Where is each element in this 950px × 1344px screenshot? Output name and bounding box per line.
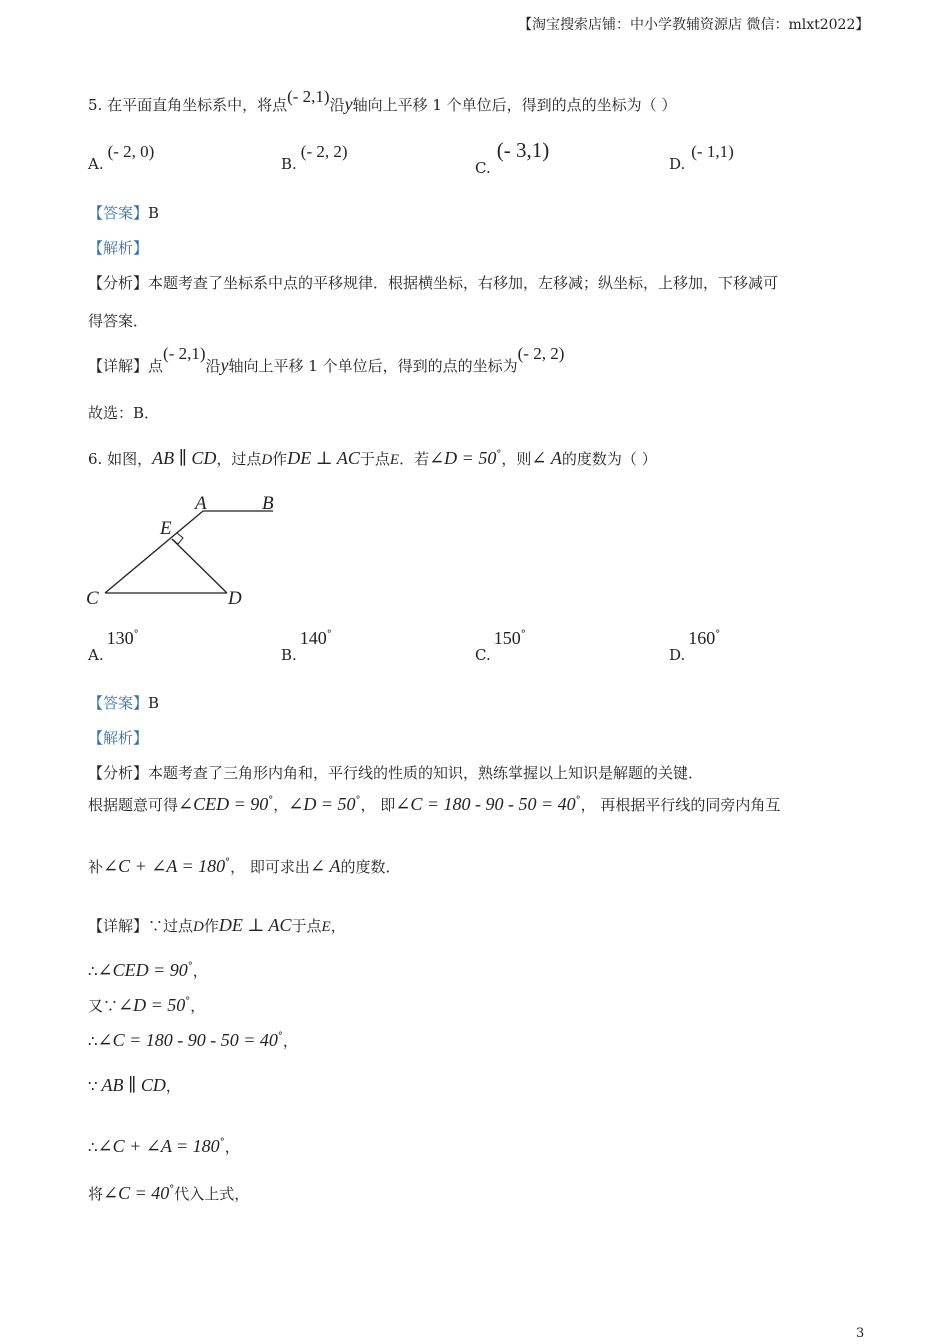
q5-option-a: A.(- 2, 0): [88, 142, 155, 173]
step-5: ∴∠C + ∠A = 180°，: [88, 1136, 240, 1156]
q5-point: (- 2,1): [287, 87, 330, 106]
label-c: C: [86, 588, 99, 609]
step-1: ∴∠CED = 90°，: [88, 960, 208, 980]
q5-option-c: C.(- 3,1): [475, 138, 550, 177]
q5-option-d: D.(- 1,1): [669, 142, 734, 173]
label-a: A: [195, 493, 207, 514]
q5-analysis-2: 得答案．: [88, 312, 149, 330]
q6-option-a: A.130°: [88, 628, 139, 664]
q6-analysis-1: 【分析】本题考查了三角形内角和，平行线的性质的知识，熟练掌握以上知识是解题的关键．: [88, 764, 704, 782]
label-e: E: [160, 518, 172, 539]
step-6: 将∠C = 40°代入上式，: [88, 1183, 250, 1203]
q6-detail: 【详解】∵过点D作DE ⊥ AC于点E，: [88, 915, 346, 935]
segment-de: [172, 539, 227, 593]
q5-detail: 【详解】点(- 2,1)沿y轴向上平移 1 个单位后，得到的点的坐标为(- 2, 2): [88, 344, 565, 375]
q5-stem: 5. 在平面直角坐标系中，将点(- 2,1)沿y轴向上平移 1 个单位后，得到的点的坐标为（ ）: [88, 87, 677, 114]
q6-option-c: C.150°: [475, 628, 526, 664]
right-angle-mark: [172, 533, 183, 544]
q5-conclusion: 故选：B．: [88, 404, 160, 422]
page-header: 【淘宝搜索店铺：中小学教辅资源店 微信：mlxt2022】: [518, 17, 870, 33]
q6-analysis-2: 根据题意可得∠CED = 90°，∠D = 50°， 即∠C = 180 - 90 - 50 = 40°， 再根据平行线的同旁内角互: [88, 794, 781, 814]
label-b: B: [262, 493, 274, 514]
q6-analysis-3: 补∠C + ∠A = 180°， 即可求出∠ A的度数．: [88, 856, 401, 876]
q6-option-b: B.140°: [281, 628, 332, 664]
q5-option-b: B.(- 2, 2): [281, 142, 348, 173]
label-d: D: [228, 588, 242, 609]
page-number: 3: [856, 1326, 865, 1341]
segment-ac: [105, 511, 203, 593]
q6-option-d: D.160°: [669, 628, 721, 664]
q6-stem: 6. 如图，AB ∥ CD，过点D作DE ⊥ AC于点E．若∠D = 50°，则∠ A的度数为（ ）: [88, 448, 657, 468]
q5-analysis-1: 【分析】本题考查了坐标系中点的平移规律．根据横坐标，右移加，左移减；纵坐标，上移加，下移减可: [88, 274, 779, 292]
q6-figure: [80, 488, 290, 612]
step-4: ∵ AB ∥ CD，: [88, 1075, 181, 1095]
q6-answer: 【答案】B: [88, 694, 160, 712]
step-3: ∴∠C = 180 - 90 - 50 = 40°，: [88, 1030, 298, 1050]
q5-jiexi-tag: 【解析】: [88, 239, 149, 257]
q6-jiexi-tag: 【解析】: [88, 729, 149, 747]
q5-answer: 【答案】B: [88, 204, 160, 222]
step-2: 又∵∠D = 50°，: [88, 995, 206, 1015]
